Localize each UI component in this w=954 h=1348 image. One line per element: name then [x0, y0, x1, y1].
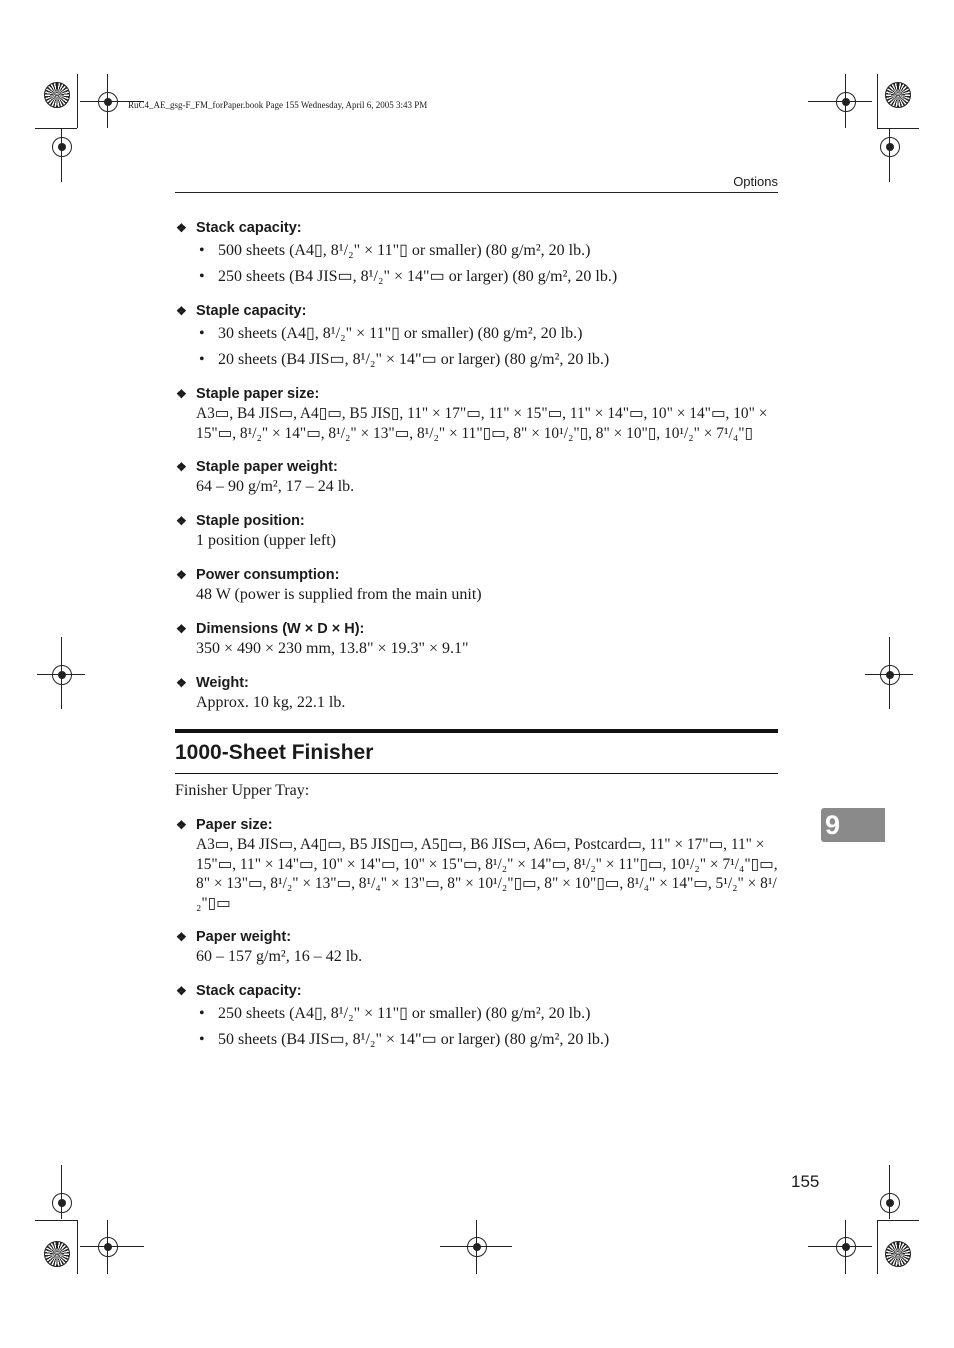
- spec-label: [175, 384, 778, 404]
- spec-value: A3▭, B4 JIS▭, A4▯▭, B5 JIS▯, 11" × 17"▭, 11" × 15"▭, 11" × 14"▭, 10" × 14"▭, 10" × 15"▭, 8¹/₂" × 14"▭, 8¹/₂" × 13"▭, 8¹/₂" × 11"▯▭, 8" × 10¹/₂"▯, 8" × 10"▯, 10¹/₂" × 7¹/₄"▯: [196, 405, 768, 442]
- spec-label-text: Paper size:: [196, 817, 273, 833]
- spec-value: Approx. 10 kg, 22.1 lb.: [196, 694, 346, 711]
- options-spec-list: [175, 218, 778, 713]
- spec-label: [175, 981, 778, 1001]
- crop-line: [889, 1165, 890, 1219]
- page-number: 155: [791, 1172, 820, 1191]
- crop-line: [77, 74, 78, 128]
- spec-bullet-list: [196, 1004, 778, 1050]
- crop-line: [877, 128, 919, 129]
- spec-label-text: Paper weight:: [196, 929, 292, 945]
- chapter-tab: [821, 808, 885, 842]
- spec-label: [175, 619, 778, 639]
- spec-value: 350 × 490 × 230 mm, 13.8" × 19.3" × 9.1": [196, 640, 469, 657]
- spec-value: 48 W (power is supplied from the main unit): [196, 586, 482, 603]
- registration-target-icon: [885, 1241, 911, 1267]
- spec-label: [175, 927, 778, 947]
- spec-item: [175, 511, 778, 551]
- spec-bullet-item: • 500 sheets (A4▯, 8¹/₂" × 11"▯ or smaller) (80 g/m², 20 lb.): [196, 241, 778, 261]
- spec-item: [175, 384, 778, 443]
- diamond-bullet-icon: ❖: [176, 221, 187, 235]
- crosshair-mark-icon: [880, 137, 900, 157]
- crop-line: [889, 128, 890, 182]
- spec-label-text: Stack capacity:: [196, 983, 302, 999]
- crop-line: [61, 637, 62, 709]
- spec-bullet-item: • 250 sheets (B4 JIS▭, 8¹/₂" × 14"▭ or larger) (80 g/m², 20 lb.): [196, 267, 778, 287]
- crosshair-mark-icon: [52, 665, 72, 685]
- crosshair-mark-icon: [880, 665, 900, 685]
- diamond-bullet-icon: ❖: [176, 568, 187, 582]
- crosshair-mark-icon: [98, 92, 118, 112]
- section-rule-top: [175, 729, 778, 733]
- spec-item: [175, 619, 778, 659]
- spec-value: 64 – 90 g/m², 17 – 24 lb.: [196, 478, 355, 495]
- spec-bullet-item: • 50 sheets (B4 JIS▭, 8¹/₂" × 14"▭ or larger) (80 g/m², 20 lb.): [196, 1030, 778, 1050]
- diamond-bullet-icon: ❖: [176, 387, 187, 401]
- spec-label: [175, 815, 778, 835]
- spec-label-text: Staple position:: [196, 513, 305, 529]
- crop-line: [877, 74, 878, 128]
- crop-line: [37, 674, 85, 675]
- spec-label: [175, 673, 778, 693]
- crop-line: [77, 1220, 78, 1274]
- crosshair-mark-icon: [52, 137, 72, 157]
- crop-line: [476, 1220, 477, 1274]
- spec-label-text: Power consumption:: [196, 567, 340, 583]
- spec-item: [175, 673, 778, 713]
- spec-label-text: Staple capacity:: [196, 303, 307, 319]
- crop-line: [845, 1220, 846, 1274]
- spec-label-text: Staple paper weight:: [196, 459, 338, 475]
- diamond-bullet-icon: ❖: [176, 930, 187, 944]
- crop-line: [865, 674, 913, 675]
- spec-value: A3▭, B4 JIS▭, A4▯▭, B5 JIS▯▭, A5▯▭, B6 JIS▭, A6▭, Postcard▭, 11" × 17"▭, 11" × 15"▭, 11" × 14"▭, 10" × 14"▭, 10" × 15"▭, 8¹/₂" × 14"▭, 8¹/₂" × 11"▯▭, 10¹/₂" × 7¹/₄"▯▭, 8" × 13"▭, 8¹/₂" × 13"▭, 8¹/₄" × 13"▭, 8" × 10¹/₂"▯▭, 8" × 10"▯▭, 8¹/₄" × 14"▭, 5¹/₂" × 8¹/₂"▯▭: [196, 836, 778, 912]
- finisher-spec-list: [175, 815, 778, 1050]
- spec-label-text: Weight:: [196, 675, 249, 691]
- crop-line: [889, 637, 890, 709]
- diamond-bullet-icon: ❖: [176, 514, 187, 528]
- crop-line: [80, 1246, 144, 1247]
- spec-item: [175, 927, 778, 967]
- spec-label: [175, 218, 778, 238]
- book-file-header: RuC4_AE_gsg-F_FM_forPaper.book Page 155 Wednesday, April 6, 2005 3:43 PM: [128, 100, 428, 110]
- registration-target-icon: [885, 82, 911, 108]
- section-title: 1000-Sheet Finisher: [175, 741, 374, 764]
- chapter-number: 9: [825, 810, 841, 840]
- spec-label: [175, 301, 778, 321]
- crop-line: [35, 128, 77, 129]
- registration-target-icon: [44, 1241, 70, 1267]
- spec-item: [175, 301, 778, 370]
- section-rule-bottom: [175, 773, 778, 774]
- crosshair-mark-icon: [880, 1193, 900, 1213]
- diamond-bullet-icon: ❖: [176, 818, 187, 832]
- crop-line: [61, 128, 62, 182]
- spec-value: 1 position (upper left): [196, 532, 336, 549]
- crosshair-mark-icon: [836, 92, 856, 112]
- crop-line: [877, 1220, 878, 1274]
- spec-item: [175, 218, 778, 287]
- page-content: [175, 218, 778, 1064]
- spec-label: [175, 457, 778, 477]
- spec-bullet-item: • 20 sheets (B4 JIS▭, 8¹/₂" × 14"▭ or larger) (80 g/m², 20 lb.): [196, 350, 778, 370]
- spec-item: [175, 981, 778, 1050]
- crop-line: [107, 1220, 108, 1274]
- spec-label-text: Staple paper size:: [196, 386, 320, 402]
- spec-label-text: Dimensions (W × D × H):: [196, 621, 365, 637]
- spec-bullet-item: • 30 sheets (A4▯, 8¹/₂" × 11"▯ or smaller) (80 g/m², 20 lb.): [196, 324, 778, 344]
- spec-item: [175, 815, 778, 913]
- spec-label-text: Stack capacity:: [196, 220, 302, 236]
- crop-line: [440, 1246, 512, 1247]
- diamond-bullet-icon: ❖: [176, 984, 187, 998]
- crosshair-mark-icon: [98, 1237, 118, 1257]
- spec-item: [175, 565, 778, 605]
- spec-value: 60 – 157 g/m², 16 – 42 lb.: [196, 948, 363, 965]
- diamond-bullet-icon: ❖: [176, 304, 187, 318]
- crosshair-mark-icon: [52, 1193, 72, 1213]
- running-head: Options: [733, 174, 778, 189]
- crop-line: [808, 1246, 872, 1247]
- spec-item: [175, 457, 778, 497]
- header-rule: [175, 192, 778, 193]
- section-intro: Finisher Upper Tray:: [175, 782, 310, 799]
- diamond-bullet-icon: ❖: [176, 676, 187, 690]
- spec-bullet-list: [196, 324, 778, 370]
- spec-bullet-item: • 250 sheets (A4▯, 8¹/₂" × 11"▯ or smaller) (80 g/m², 20 lb.): [196, 1004, 778, 1024]
- spec-label: [175, 565, 778, 585]
- registration-target-icon: [44, 82, 70, 108]
- spec-label: [175, 511, 778, 531]
- crop-line: [61, 1165, 62, 1219]
- crop-line: [877, 1220, 919, 1221]
- crosshair-mark-icon: [467, 1237, 487, 1257]
- diamond-bullet-icon: ❖: [176, 460, 187, 474]
- spec-bullet-list: [196, 241, 778, 287]
- crop-line: [808, 101, 872, 102]
- diamond-bullet-icon: ❖: [176, 622, 187, 636]
- crosshair-mark-icon: [836, 1237, 856, 1257]
- crop-line: [35, 1220, 77, 1221]
